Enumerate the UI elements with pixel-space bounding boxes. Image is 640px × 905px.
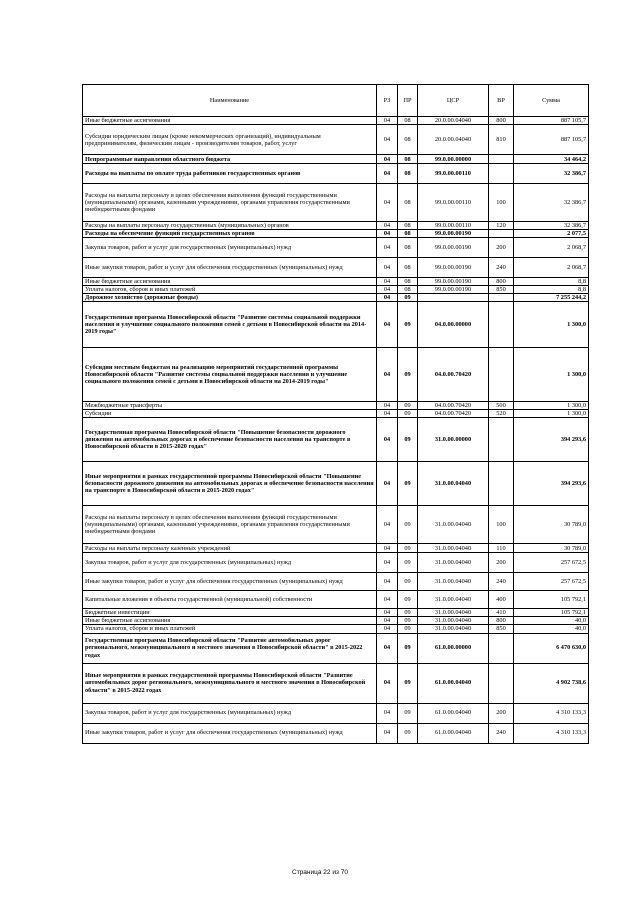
cell-sum: 32 386,7 [514, 184, 589, 222]
cell-name: Иные мероприятия в рамках государственной программы Новосибирской области "Повышение безопасности дорожного движения на автомобильных дорогах и обеспечение безопасности населения на транспорте в Новосибирской области в 2015-2020 годах" [83, 462, 377, 506]
cell-rz: 04 [377, 238, 398, 258]
table-row [83, 402, 589, 410]
cell-csr: 31.0.00.04040 [418, 573, 489, 591]
cell-rz: 04 [377, 418, 398, 462]
cell-pr: 08 [398, 184, 418, 222]
cell-csr: 20.0.00.04040 [418, 125, 489, 155]
cell-pr: 09 [398, 591, 418, 609]
cell-pr: 09 [398, 544, 418, 553]
cell-rz: 04 [377, 573, 398, 591]
cell-sum: 1 300,0 [514, 302, 589, 348]
cell-name: Расходы на обеспечение функций государственных органов [83, 230, 377, 238]
cell-name: Субсидии [83, 410, 377, 418]
cell-vr: 100 [489, 184, 514, 222]
cell-name: Государственная программа Новосибирской области "Развитие автомобильных дорог регионального, межмуниципального и местного значения в Новосибирской области" в 2015-2022 годах [83, 633, 377, 663]
cell-pr: 09 [398, 723, 418, 743]
table-header-row [83, 85, 589, 117]
cell-csr: 20.0.00.04040 [418, 117, 489, 125]
cell-vr: 240 [489, 723, 514, 743]
cell-sum: 40,0 [514, 625, 589, 633]
cell-pr: 09 [398, 462, 418, 506]
cell-sum: 105 792,1 [514, 591, 589, 609]
cell-pr: 08 [398, 278, 418, 286]
table-row [83, 184, 589, 222]
table-row [83, 633, 589, 663]
cell-vr: 800 [489, 617, 514, 625]
cell-name: Субсидии местным бюджетам на реализацию мероприятий государственной программы Новосибирской области "Развитие системы социальной поддержки населения и улучшение социального положения семей с детьми в Новосибирской области на 2014-2019 годы" [83, 348, 377, 402]
cell-pr: 09 [398, 573, 418, 591]
cell-name: Иные мероприятия в рамках государственной программы Новосибирской области "Развитие автомобильных дорог регионального, межмуниципального и местного значения в Новосибирской области" в 2015-2022 годах [83, 663, 377, 703]
cell-name: Уплата налогов, сборов и иных платежей [83, 625, 377, 633]
cell-csr: 99.0.00.00000 [418, 155, 489, 164]
cell-vr [489, 230, 514, 238]
cell-csr: 99.0.00.00110 [418, 164, 489, 184]
table-row [83, 222, 589, 230]
cell-csr: 99.0.00.00190 [418, 230, 489, 238]
cell-csr [418, 294, 489, 302]
table-row [83, 286, 589, 294]
cell-name: Расходы на выплаты персоналу казенных учреждений [83, 544, 377, 553]
table-row [83, 117, 589, 125]
cell-name: Иные бюджетные ассигнования [83, 617, 377, 625]
cell-vr [489, 155, 514, 164]
cell-csr: 31.0.00.04040 [418, 617, 489, 625]
cell-vr: 240 [489, 258, 514, 278]
header-sum: Сумма [514, 85, 589, 117]
cell-sum: 30 789,0 [514, 506, 589, 544]
cell-sum: 8,8 [514, 278, 589, 286]
cell-pr: 09 [398, 402, 418, 410]
cell-sum: 30 789,0 [514, 544, 589, 553]
cell-sum: 1 300,0 [514, 402, 589, 410]
table-row [83, 278, 589, 286]
cell-rz: 04 [377, 222, 398, 230]
cell-rz: 04 [377, 410, 398, 418]
cell-csr: 31.0.00.04040 [418, 544, 489, 553]
cell-vr: 500 [489, 402, 514, 410]
cell-rz: 04 [377, 723, 398, 743]
table-row [83, 302, 589, 348]
cell-rz: 04 [377, 663, 398, 703]
header-pr: ПР [398, 85, 418, 117]
cell-pr: 08 [398, 117, 418, 125]
cell-sum: 4 902 738,6 [514, 663, 589, 703]
cell-rz: 04 [377, 125, 398, 155]
cell-rz: 04 [377, 302, 398, 348]
cell-rz: 04 [377, 462, 398, 506]
header-vr: ВР [489, 85, 514, 117]
cell-pr: 08 [398, 230, 418, 238]
cell-rz: 04 [377, 544, 398, 553]
table-row [83, 591, 589, 609]
cell-sum: 4 310 133,3 [514, 703, 589, 723]
cell-vr: 850 [489, 625, 514, 633]
cell-csr: 99.0.00.00190 [418, 238, 489, 258]
cell-name: Субсидии юридическим лицам (кроме некоммерческих организаций), индивидуальным предпринимателям, физическим лицам - производителям товаров, работ, услуг [83, 125, 377, 155]
cell-sum: 40,0 [514, 617, 589, 625]
cell-pr: 09 [398, 617, 418, 625]
cell-vr [489, 418, 514, 462]
table-row [83, 294, 589, 302]
cell-name: Уплата налогов, сборов и иных платежей [83, 286, 377, 294]
cell-csr: 99.0.00.00190 [418, 278, 489, 286]
table-row [83, 348, 589, 402]
cell-vr: 520 [489, 410, 514, 418]
cell-rz: 04 [377, 633, 398, 663]
cell-rz: 04 [377, 184, 398, 222]
cell-vr: 800 [489, 278, 514, 286]
table-row [83, 544, 589, 553]
cell-vr [489, 633, 514, 663]
cell-csr: 04.0.00.70420 [418, 348, 489, 402]
cell-name: Расходы на выплаты по оплате труда работников государственных органов [83, 164, 377, 184]
table-row [83, 230, 589, 238]
table-row [83, 723, 589, 743]
cell-pr: 09 [398, 294, 418, 302]
cell-vr: 400 [489, 591, 514, 609]
cell-rz: 04 [377, 258, 398, 278]
cell-name: Капитальные вложения в объекты государственной (муниципальной) собственности [83, 591, 377, 609]
cell-vr [489, 663, 514, 703]
cell-pr: 09 [398, 633, 418, 663]
cell-name: Расходы на выплаты персоналу в целях обеспечения выполнения функций государственными (муниципальными) органами, казенными учреждениями, органами управления государственными внебюджетными фондами [83, 184, 377, 222]
cell-pr: 08 [398, 258, 418, 278]
cell-rz: 04 [377, 117, 398, 125]
cell-vr: 200 [489, 703, 514, 723]
table-row [83, 625, 589, 633]
cell-csr: 99.0.00.00110 [418, 184, 489, 222]
cell-pr: 08 [398, 286, 418, 294]
table-row [83, 164, 589, 184]
table-body [83, 117, 589, 744]
cell-pr: 08 [398, 155, 418, 164]
table-row [83, 125, 589, 155]
cell-pr: 09 [398, 609, 418, 617]
cell-name: Иные закупки товаров, работ и услуг для обеспечения государственных (муниципальных) нужд [83, 258, 377, 278]
cell-sum: 105 792,1 [514, 609, 589, 617]
header-rz: РЗ [377, 85, 398, 117]
cell-name: Закупка товаров, работ и услуг для государственных (муниципальных) нужд [83, 703, 377, 723]
cell-name: Иные закупки товаров, работ и услуг для обеспечения государственных (муниципальных) нужд [83, 573, 377, 591]
cell-pr: 08 [398, 164, 418, 184]
cell-sum: 2 077,5 [514, 230, 589, 238]
cell-sum: 394 293,6 [514, 462, 589, 506]
cell-csr: 04.0.00.00000 [418, 302, 489, 348]
cell-vr: 200 [489, 238, 514, 258]
table-row [83, 238, 589, 258]
cell-vr [489, 302, 514, 348]
cell-rz: 04 [377, 617, 398, 625]
table-row [83, 553, 589, 573]
cell-vr [489, 348, 514, 402]
cell-sum: 34 464,2 [514, 155, 589, 164]
table-row [83, 573, 589, 591]
cell-rz: 04 [377, 402, 398, 410]
cell-pr: 09 [398, 625, 418, 633]
cell-vr: 850 [489, 286, 514, 294]
cell-pr: 09 [398, 418, 418, 462]
table-row [83, 418, 589, 462]
cell-sum: 2 068,7 [514, 238, 589, 258]
cell-csr: 99.0.00.00190 [418, 258, 489, 278]
header-csr: ЦСР [418, 85, 489, 117]
cell-sum: 7 255 244,2 [514, 294, 589, 302]
cell-sum: 887 105,7 [514, 117, 589, 125]
table-row [83, 258, 589, 278]
cell-csr: 04.0.00.70420 [418, 402, 489, 410]
cell-name: Иные бюджетные ассигнования [83, 117, 377, 125]
cell-rz: 04 [377, 164, 398, 184]
cell-name: Бюджетные инвестиции [83, 609, 377, 617]
cell-sum: 394 293,6 [514, 418, 589, 462]
cell-vr [489, 294, 514, 302]
cell-rz: 04 [377, 155, 398, 164]
table-row [83, 155, 589, 164]
cell-sum: 32 386,7 [514, 164, 589, 184]
cell-name: Государственная программа Новосибирской области "Повышение безопасности дорожного движения на автомобильных дорогах и обеспечение безопасности населения на транспорте в Новосибирской области в 2015-2020 годах" [83, 418, 377, 462]
cell-rz: 04 [377, 591, 398, 609]
cell-name: Закупка товаров, работ и услуг для государственных (муниципальных) нужд [83, 553, 377, 573]
cell-rz: 04 [377, 553, 398, 573]
cell-vr [489, 462, 514, 506]
cell-csr: 99.0.00.00110 [418, 222, 489, 230]
table-row [83, 703, 589, 723]
cell-csr: 31.0.00.04040 [418, 625, 489, 633]
cell-sum: 257 672,5 [514, 573, 589, 591]
cell-csr: 61.0.00.04040 [418, 663, 489, 703]
cell-pr: 09 [398, 410, 418, 418]
cell-sum: 257 672,5 [514, 553, 589, 573]
cell-csr: 31.0.00.04040 [418, 506, 489, 544]
cell-pr: 09 [398, 703, 418, 723]
cell-vr: 240 [489, 573, 514, 591]
cell-vr [489, 164, 514, 184]
cell-rz: 04 [377, 294, 398, 302]
cell-pr: 08 [398, 222, 418, 230]
cell-vr: 120 [489, 222, 514, 230]
cell-csr: 99.0.00.00190 [418, 286, 489, 294]
cell-name: Непрограммные направления областного бюджета [83, 155, 377, 164]
cell-vr: 100 [489, 506, 514, 544]
cell-rz: 04 [377, 506, 398, 544]
cell-rz: 04 [377, 230, 398, 238]
cell-rz: 04 [377, 286, 398, 294]
cell-csr: 31.0.00.04040 [418, 591, 489, 609]
cell-sum: 4 310 133,3 [514, 723, 589, 743]
table-row [83, 609, 589, 617]
cell-csr: 31.0.00.04040 [418, 462, 489, 506]
cell-name: Межбюджетные трансферты [83, 402, 377, 410]
cell-sum: 32 386,7 [514, 222, 589, 230]
cell-pr: 09 [398, 506, 418, 544]
cell-rz: 04 [377, 703, 398, 723]
cell-pr: 08 [398, 125, 418, 155]
cell-sum: 1 300,0 [514, 410, 589, 418]
cell-name: Закупка товаров, работ и услуг для государственных (муниципальных) нужд [83, 238, 377, 258]
cell-csr: 04.0.00.70420 [418, 410, 489, 418]
cell-sum: 887 105,7 [514, 125, 589, 155]
cell-rz: 04 [377, 348, 398, 402]
cell-pr: 09 [398, 302, 418, 348]
header-name: Наименование [83, 85, 377, 117]
cell-sum: 6 470 630,0 [514, 633, 589, 663]
page-number: Страница 22 из 70 [292, 869, 348, 876]
table-row [83, 410, 589, 418]
cell-csr: 61.0.00.04040 [418, 723, 489, 743]
cell-name: Государственная программа Новосибирской области "Развитие системы социальной поддержки населения и улучшение социального положения семей с детьми в Новосибирской области на 2014-2019 годы" [83, 302, 377, 348]
cell-name: Дорожное хозяйство (дорожные фонды) [83, 294, 377, 302]
cell-sum: 2 068,7 [514, 258, 589, 278]
cell-vr: 810 [489, 125, 514, 155]
cell-pr: 08 [398, 238, 418, 258]
cell-csr: 61.0.00.00000 [418, 633, 489, 663]
cell-csr: 31.0.00.04040 [418, 609, 489, 617]
cell-pr: 09 [398, 553, 418, 573]
cell-vr: 200 [489, 553, 514, 573]
table-row [83, 663, 589, 703]
table-row [83, 506, 589, 544]
cell-name: Расходы на выплаты персоналу государственных (муниципальных) органов [83, 222, 377, 230]
cell-rz: 04 [377, 278, 398, 286]
cell-pr: 09 [398, 663, 418, 703]
cell-vr: 800 [489, 117, 514, 125]
cell-csr: 31.0.00.00000 [418, 418, 489, 462]
cell-sum: 1 300,0 [514, 348, 589, 402]
cell-vr: 110 [489, 544, 514, 553]
cell-vr: 410 [489, 609, 514, 617]
cell-rz: 04 [377, 609, 398, 617]
cell-sum: 8,8 [514, 286, 589, 294]
cell-pr: 09 [398, 348, 418, 402]
cell-rz: 04 [377, 625, 398, 633]
cell-csr: 61.0.00.04040 [418, 703, 489, 723]
table-row [83, 617, 589, 625]
cell-name: Иные бюджетные ассигнования [83, 278, 377, 286]
table-row [83, 462, 589, 506]
cell-csr: 31.0.00.04040 [418, 553, 489, 573]
cell-name: Иные закупки товаров, работ и услуг для обеспечения государственных (муниципальных) нужд [83, 723, 377, 743]
cell-name: Расходы на выплаты персоналу в целях обеспечения выполнения функций государственными (муниципальными) органами, казенными учреждениями, органами управления государственными внебюджетными фондами [83, 506, 377, 544]
budget-table [82, 84, 589, 744]
